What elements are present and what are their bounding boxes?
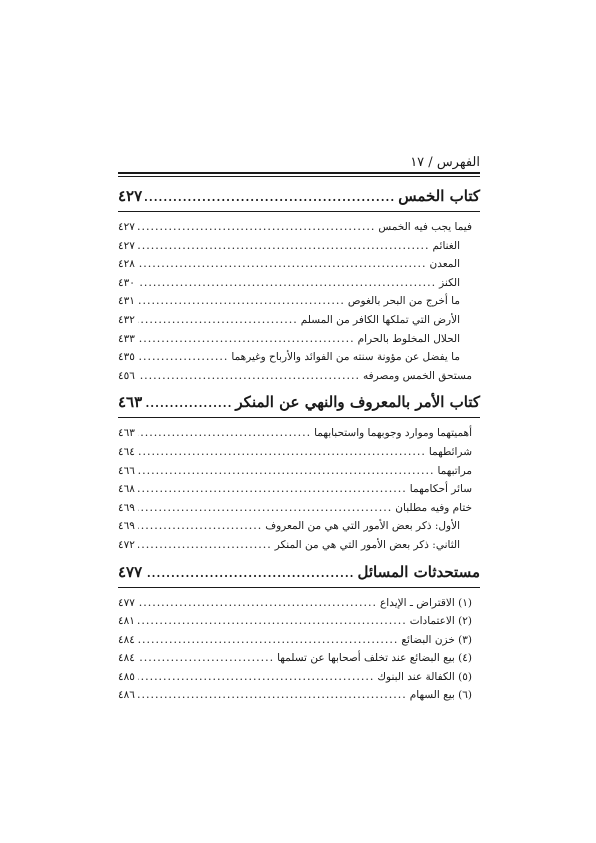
section-rule: [118, 417, 480, 418]
entry-text: مراتبهما: [437, 464, 472, 477]
entry-text: الحلال المخلوط بالحرام: [357, 332, 460, 345]
entry-text: الأول: ذكر بعض الأمور التي هي من المعروف: [265, 520, 460, 533]
toc-entry: [118, 237, 480, 256]
toc-entry: [118, 424, 480, 443]
entry-page: ٤٢٧: [118, 221, 135, 233]
entry-page: ٤٢٨: [118, 258, 135, 271]
header-rule: [118, 172, 480, 177]
leader-dots: [145, 561, 354, 587]
leader-dots: [138, 631, 398, 650]
leader-dots: [145, 185, 395, 211]
toc-entry: [118, 311, 480, 330]
entry-text: الثاني: ذكر بعض الأمور التي هي من المنكر: [274, 538, 460, 551]
section-heading: [118, 559, 480, 585]
entry-page: ٤٦٤: [118, 445, 135, 458]
entry-text: الغنائم: [432, 239, 460, 252]
section-title: كتاب الخمس: [398, 187, 480, 205]
entry-text: (١) الاقتراض ـ الإيداع: [380, 596, 472, 609]
entry-page: ٤٨٤: [118, 652, 135, 665]
leader-dots: [138, 348, 228, 367]
leader-dots: [138, 612, 407, 631]
leader-dots: [138, 462, 435, 481]
entry-text: فيما يجب فيه الخمس: [378, 221, 472, 233]
entry-text: مستحق الخمس ومصرفه: [363, 369, 472, 382]
leader-dots: [138, 649, 274, 668]
leader-dots: [138, 367, 360, 386]
section-rule: [118, 587, 480, 588]
entry-text: المعدن: [429, 258, 460, 271]
running-title: الفهرس / ١٧: [410, 155, 480, 170]
leader-dots: [138, 480, 407, 499]
leader-dots: [138, 274, 436, 293]
entry-page: ٤٦٩: [118, 520, 135, 533]
section-amr-bil-maruf: [118, 389, 480, 554]
section-heading: [118, 183, 480, 209]
entry-page: ٤٣٣: [118, 332, 135, 345]
entry-page: ٤٨١: [118, 615, 135, 628]
toc-entry: [118, 443, 480, 462]
entry-text: (٢) الاعتمادات: [409, 615, 472, 628]
toc-entry: [118, 686, 480, 705]
entry-page: ٤٧٢: [118, 538, 135, 551]
section-page: ٤٦٣: [118, 393, 143, 412]
toc-entry: [118, 255, 480, 274]
toc-entry: [118, 218, 480, 237]
entry-text: أهميتهما وموارد وجوبهما واستحبابهما: [314, 427, 472, 440]
section-title: مستحدثات المسائل: [357, 562, 480, 581]
toc-entry: [118, 462, 480, 481]
section-heading: [118, 389, 480, 415]
toc-entry: [118, 480, 480, 499]
leader-dots: [138, 311, 298, 330]
leader-dots: [138, 424, 311, 443]
toc-entry: [118, 330, 480, 349]
entry-text: شرائطهما: [428, 445, 472, 458]
toc-entry: [118, 367, 480, 386]
toc-entry: [118, 536, 480, 555]
entry-text: (٣) خزن البضائع: [401, 633, 472, 646]
section-page: ٤٢٧: [118, 187, 143, 205]
toc-entry: [118, 517, 480, 536]
leader-dots: [138, 668, 374, 687]
toc-entry: [118, 594, 480, 613]
entry-text: (٥) الكفالة عند البنوك: [377, 670, 472, 683]
toc-entry: [118, 348, 480, 367]
leader-dots: [138, 536, 272, 555]
entry-text: ما أخرج من البحر بالغوص: [347, 295, 460, 308]
entry-page: ٤٨٤: [118, 633, 135, 646]
toc-entry: [118, 649, 480, 668]
entry-page: ٤٦٣: [118, 427, 135, 440]
entry-text: ما يفضل عن مؤونة سنته من الفوائد والأرباح وغيرهما: [231, 351, 460, 364]
entry-text: الأرض التي تملكها الكافر من المسلم: [300, 313, 460, 326]
leader-dots: [138, 218, 375, 237]
entry-page: ٤٨٦: [118, 689, 135, 702]
entry-page: ٤٣٠: [118, 276, 135, 289]
entry-page: ٤٦٦: [118, 464, 135, 477]
entry-page: ٤٢٧: [118, 239, 135, 252]
leader-dots: [138, 686, 407, 705]
entry-page: ٤٨٥: [118, 670, 135, 683]
toc-entry: [118, 292, 480, 311]
entry-page: ٤٥٦: [118, 369, 135, 382]
toc-entry: [118, 668, 480, 687]
entry-page: ٤٣٢: [118, 313, 135, 326]
section-page: ٤٧٧: [118, 562, 143, 581]
section-title: كتاب الأمر بالمعروف والنهي عن المنكر: [235, 393, 480, 412]
section-khums: [118, 183, 480, 385]
leader-dots: [138, 517, 262, 536]
leader-dots: [138, 237, 430, 256]
toc-entry: [118, 612, 480, 631]
leader-dots: [138, 330, 355, 349]
entry-text: ختام وفيه مطلبان: [395, 501, 472, 514]
section-rule: [118, 211, 480, 212]
entry-page: ٤٦٨: [118, 483, 135, 496]
leader-dots: [138, 499, 392, 518]
leader-dots: [138, 594, 377, 613]
leader-dots: [138, 255, 427, 274]
entry-page: ٤٦٩: [118, 501, 135, 514]
toc-entry: [118, 631, 480, 650]
toc-entry: [118, 274, 480, 293]
leader-dots: [138, 292, 345, 311]
leader-dots: [138, 443, 426, 462]
entry-text: سائر أحكامهما: [409, 483, 472, 496]
running-header: [118, 150, 480, 172]
index-page: [118, 150, 480, 709]
section-mustahdathat: [118, 559, 480, 706]
entry-page: ٤٣١: [118, 295, 135, 308]
entry-text: (٦) بيع السهام: [409, 689, 472, 702]
toc-entry: [118, 499, 480, 518]
entry-page: ٤٣٥: [118, 351, 135, 364]
entry-text: (٤) بيع البضائع عند تخلف أصحابها عن تسلمها: [277, 652, 472, 665]
entry-text: الكنز: [439, 276, 460, 289]
entry-page: ٤٧٧: [118, 596, 135, 609]
leader-dots: [145, 391, 232, 417]
